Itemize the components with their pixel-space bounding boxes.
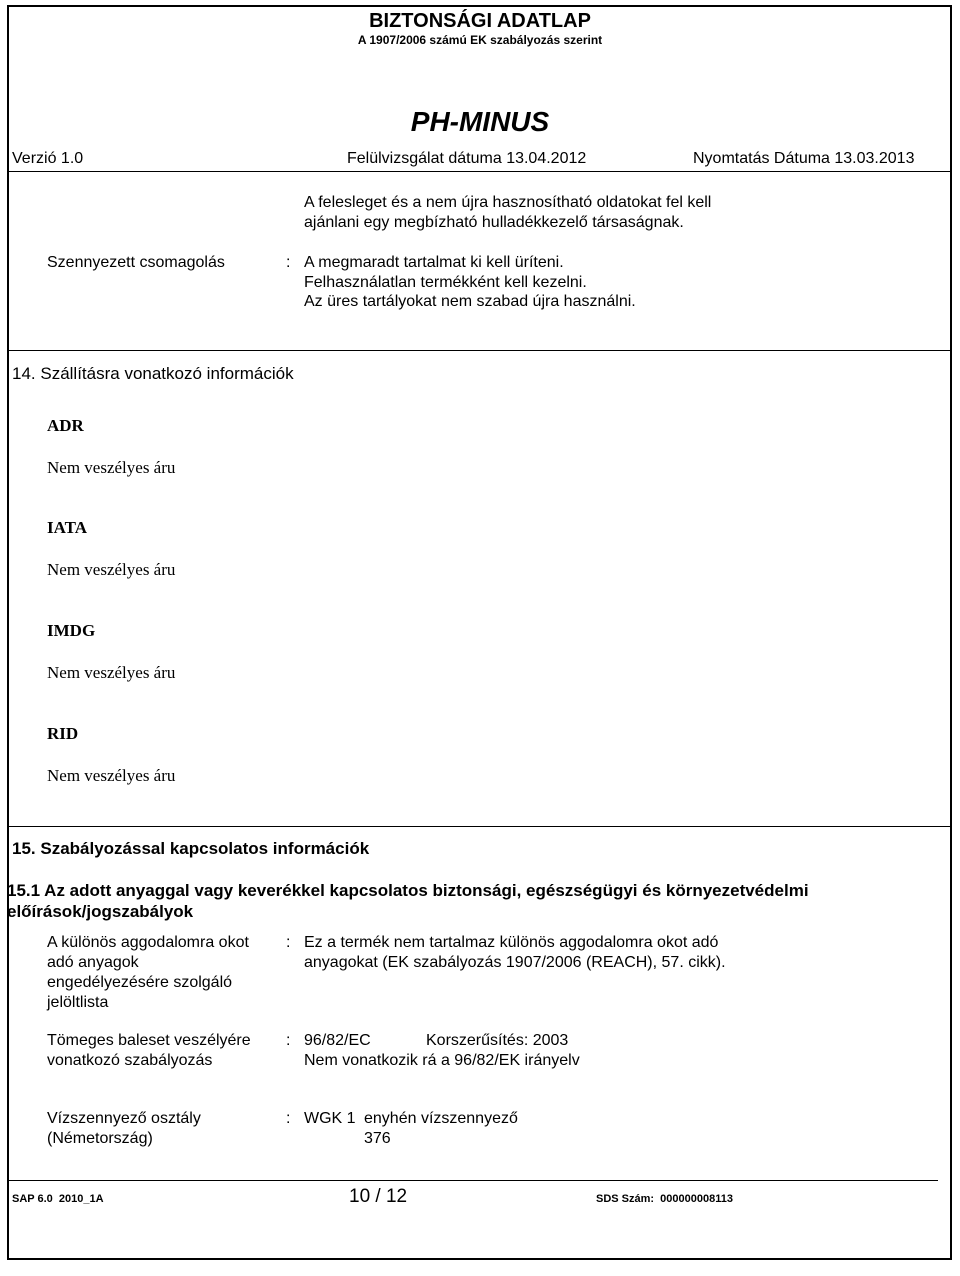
contaminated-line3: Az üres tartályokat nem szabad újra használni. [304,293,636,310]
contaminated-colon: : [286,254,291,271]
water-hazard-class: WGK 1 [304,1110,356,1127]
product-name: PH-MINUS [410,106,550,137]
water-hazard-label-line1: Vízszennyező osztály [47,1110,201,1127]
footer-page-number: 10 / 12 [349,1186,408,1207]
section15-1-heading-line2: előírások/jogszabályok [7,902,194,921]
water-hazard-label-line2: (Németország) [47,1130,153,1147]
contaminated-packaging-label: Szennyezett csomagolás [47,254,225,271]
candidate-list-label-line4: jelöltlista [47,994,109,1011]
footer-sap-version: SAP 6.0 2010_1A [12,1193,104,1205]
contaminated-line2: Felhasználatlan termékként kell kezelni. [304,274,587,291]
seveso-label-line1: Tömeges baleset veszélyére [47,1032,251,1049]
seveso-label-line2: vonatkozó szabályozás [47,1052,213,1069]
regulation-subtitle: A 1907/2006 számú EK szabályozás szerint [357,33,603,47]
transport-status-rid: Nem veszélyes áru [47,766,176,785]
seveso-update: Korszerűsítés: 2003 [426,1032,569,1049]
transport-mode-imdg: IMDG [47,621,96,640]
section14-heading: 14. Szállításra vonatkozó információk [12,364,294,383]
seveso-note: Nem vonatkozik rá a 96/82/EK irányelv [304,1052,580,1069]
contaminated-line1: A megmaradt tartalmat ki kell üríteni. [304,254,564,271]
transport-mode-adr: ADR [47,416,84,435]
disposal-intro-line2: ajánlani egy megbízható hulladékkezelő társaságnak. [304,214,684,231]
version-text: Verzió 1.0 [12,150,84,167]
water-hazard-code: 376 [364,1130,391,1147]
transport-status-adr: Nem veszélyes áru [47,458,176,477]
disposal-intro-line1: A felesleget és a nem újra hasznosítható oldatokat fel kell [304,194,712,211]
candidate-value-line2: anyagokat (EK szabályozás 1907/2006 (REACH), 57. cikk). [304,954,726,971]
section15-divider [8,826,952,827]
revision-date: Felülvizsgálat dátuma 13.04.2012 [347,150,587,167]
transport-mode-rid: RID [47,724,79,743]
water-hazard-description: enyhén vízszennyező [364,1110,518,1127]
header-divider [8,171,952,172]
candidate-value-line1: Ez a termék nem tartalmaz különös aggodalomra okot adó [304,934,719,951]
footer-sds-number: SDS Szám: 000000008113 [596,1193,733,1205]
document-title: BIZTONSÁGI ADATLAP [369,10,591,32]
footer-divider [8,1180,938,1181]
transport-status-iata: Nem veszélyes áru [47,560,176,579]
candidate-colon: : [286,934,291,951]
transport-mode-iata: IATA [47,518,87,537]
water-hazard-colon: : [286,1110,291,1127]
candidate-list-label-line1: A különös aggodalomra okot [47,934,249,951]
section15-1-heading-line1: 15.1 Az adott anyaggal vagy keverékkel kapcsolatos biztonsági, egészségügyi és környezetvédelmi [7,881,809,900]
candidate-list-label-line2: adó anyagok [47,954,139,971]
candidate-list-label-line3: engedélyezésére szolgáló [47,974,233,991]
section15-heading: 15. Szabályozással kapcsolatos információk [12,839,370,858]
print-date: Nyomtatás Dátuma 13.03.2013 [693,150,915,167]
seveso-directive: 96/82/EC [304,1032,371,1049]
transport-status-imdg: Nem veszélyes áru [47,663,176,682]
seveso-colon: : [286,1032,291,1049]
section14-divider [8,350,952,351]
